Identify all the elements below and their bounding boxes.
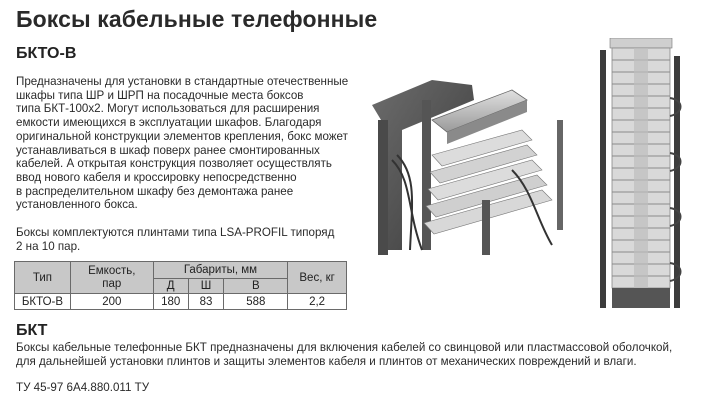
cell-v: 588 (224, 294, 288, 310)
tu-reference: ТУ 45-97 6А4.880.011 ТУ (16, 381, 150, 394)
text-line: 2 на 10 пар. (16, 239, 81, 253)
completeness-paragraph (16, 226, 334, 253)
header-dimensions: Габариты, мм (153, 262, 287, 279)
table-row (15, 294, 347, 310)
cabinet-installation-photo (362, 60, 592, 260)
header-dim-d: Д (153, 279, 188, 294)
section-heading-bkt: БКТ (16, 322, 48, 339)
cell-type: БКТО-В (15, 294, 71, 310)
text-line: кабелей. А открытая конструкция позволяет осуществлять (16, 157, 332, 171)
text-line: в распределительном шкафу без демонтажа ранее (16, 184, 294, 198)
cell-capacity: 200 (70, 294, 153, 310)
header-dim-v: В (224, 279, 288, 294)
text-line: емкости имеющихся в эксплуатации шкафов. Благодаря (16, 116, 322, 130)
header-capacity (70, 262, 153, 294)
text-line: Предназначены для установки в стандартные отечественные (16, 75, 349, 88)
description-paragraph (16, 75, 356, 212)
section-heading-bkto-v: БКТО-В (16, 45, 77, 62)
text-line: Боксы кабельные телефонные БКТ предназначены для включения кабелей со свинцовой или пластмассовой оболочкой, (16, 341, 673, 354)
cable-box-tower-photo (598, 38, 698, 310)
cell-weight: 2,2 (288, 294, 347, 310)
text-line: ввод нового кабеля и кроссировку непосредственно (16, 170, 297, 184)
text-line: устанавливаться в шкаф поверх ранее смонтированных (16, 143, 320, 157)
header-capacity-label: Емкость, пар (88, 264, 136, 290)
text-line: типа БКТ-100х2. Могут использоваться для расширения (16, 102, 320, 116)
text-line: Боксы комплектуются плинтами типа LSA-PROFIL типоряд (16, 226, 335, 239)
text-line: установленного бокса. (16, 198, 138, 212)
bkt-description (16, 341, 672, 368)
text-line: оригинальной конструкции элементов крепления, бокс может (16, 129, 348, 143)
cell-d: 180 (153, 294, 188, 310)
specs-table (14, 261, 347, 310)
header-weight: Вес, кг (288, 262, 347, 294)
text-line: для дальнейшей установки плинтов и защиты элементов кабеля и плинтов от механических повреждений и влаги. (16, 354, 637, 368)
header-type: Тип (15, 262, 71, 294)
header-dim-sh: Ш (188, 279, 224, 294)
cell-sh: 83 (188, 294, 224, 310)
page-title: Боксы кабельные телефонные (16, 6, 378, 32)
text-line: шкафы типа ШР и ШРП на посадочные места боксов (16, 88, 304, 102)
